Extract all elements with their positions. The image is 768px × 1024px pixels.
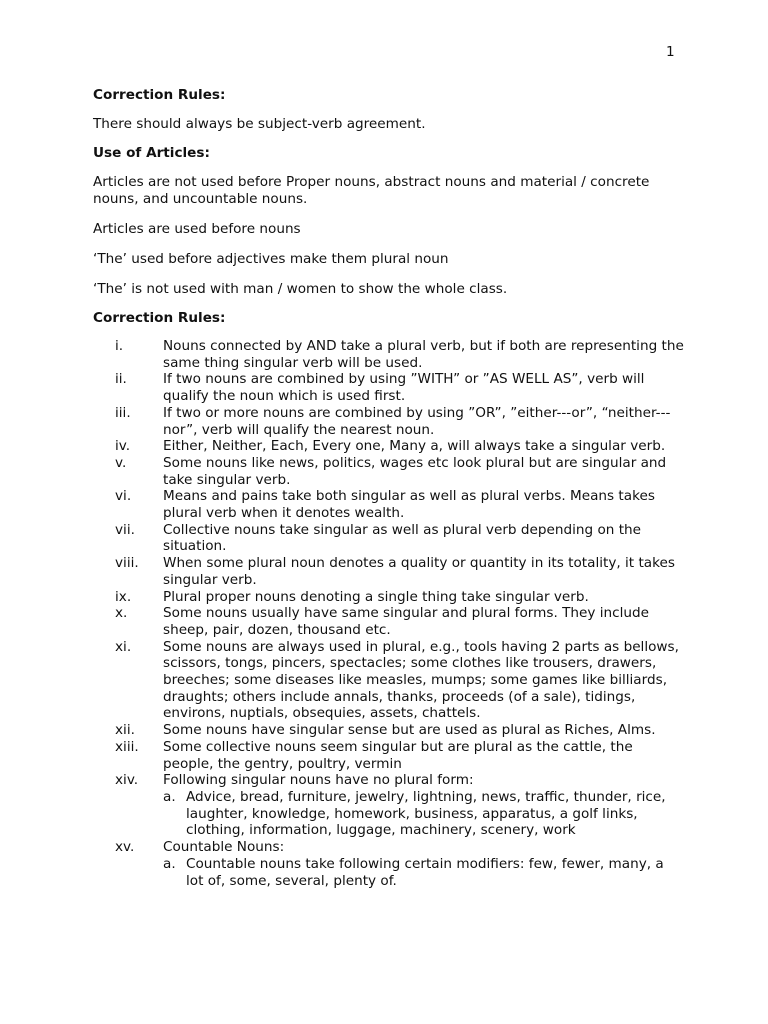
rule-item [93, 371, 685, 404]
rule-number: ix. [115, 588, 132, 605]
rule-text: Some collective nouns seem singular but are plural as the cattle, the people, the gentry, poultry, vermin [163, 738, 633, 772]
sub-item-letter: a. [163, 788, 176, 805]
rule-item [93, 772, 685, 839]
rule-text: If two or more nouns are combined by using ”OR”, ”either---or”, “neither---nor”, verb will qualify the nearest noun. [163, 404, 671, 438]
rule-item [93, 488, 685, 521]
rule-text: Nouns connected by AND take a plural verb, but if both are representing the same thing singular verb will be used. [163, 338, 684, 371]
rule-item [93, 438, 685, 455]
correction-rules-list [93, 338, 685, 889]
rule-number: viii. [115, 555, 139, 572]
rule-text: Some nouns have singular sense but are used as plural as Riches, Alms. [163, 722, 656, 739]
rule-item [93, 405, 685, 438]
sub-item-text: Advice, bread, furniture, jewelry, lightning, news, traffic, thunder, rice, laughter, knowledge, homework, business, apparatus, a golf links, clothing, information, luggage, machinery, scenery, work [186, 788, 666, 839]
document-body [93, 87, 685, 889]
sub-item [163, 789, 685, 839]
paragraph-subject-verb-agreement: There should always be subject-verb agreement. [93, 116, 426, 132]
paragraph-the-adjectives: ‘The’ used before adjectives make them plural noun [93, 251, 449, 267]
sub-item-letter: a. [163, 855, 176, 872]
rule-number: xiv. [115, 772, 139, 789]
paragraph-articles-not-used: Articles are not used before Proper nouns, abstract nouns and material / concrete nouns, and uncountable nouns. [93, 174, 650, 207]
rule-text: Some nouns usually have same singular and plural forms. They include sheep, pair, dozen, thousand etc. [163, 605, 650, 638]
rule-number: iv. [115, 438, 131, 455]
rule-item [93, 555, 685, 588]
rule-text: Following singular nouns have no plural form: [163, 772, 474, 789]
rule-number: i. [115, 338, 124, 354]
rule-item [93, 739, 685, 772]
rule-text: Some nouns like news, politics, wages etc look plural but are singular and take singular verb. [163, 454, 667, 488]
rule-number: x. [115, 605, 128, 622]
rule-number: xiii. [115, 738, 139, 755]
rule-text: Collective nouns take singular as well as plural verb depending on the situation. [163, 521, 642, 555]
rule-item [93, 839, 685, 889]
heading-use-of-articles: Use of Articles: [93, 145, 210, 161]
rule-item [93, 589, 685, 606]
rule-number: xii. [115, 722, 135, 739]
rule-text: Plural proper nouns denoting a single thing take singular verb. [163, 588, 589, 605]
rule-number: vii. [115, 521, 135, 538]
rule-text: Countable Nouns: [163, 839, 285, 856]
sub-item [163, 856, 685, 889]
rule-item [93, 338, 685, 371]
rule-number: xi. [115, 638, 132, 655]
heading-correction-rules: Correction Rules: [93, 87, 226, 103]
rule-number: iii. [115, 404, 131, 421]
rule-text: Either, Neither, Each, Every one, Many a, will always take a singular verb. [163, 438, 666, 455]
rule-number: ii. [115, 371, 127, 388]
rule-item [93, 722, 685, 739]
paragraph-the-not-used: ‘The’ is not used with man / women to show the whole class. [93, 281, 508, 297]
rule-number: vi. [115, 488, 132, 505]
rule-text: Some nouns are always used in plural, e.g., tools having 2 parts as bellows, scissors, tongs, pincers, spectacles; some clothes like trousers, drawers, breeches; some diseases like measles, mumps; some games like billiards, draughts; others include annals, thanks, proceeds (of a sale), tidings, environs, nuptials, obsequies, assets, chattels. [163, 638, 679, 722]
paragraph-articles-used: Articles are used before nouns [93, 221, 301, 237]
rule-item [93, 639, 685, 723]
rule-text: When some plural noun denotes a quality or quantity in its totality, it takes singular verb. [163, 555, 675, 588]
sub-item-text: Countable nouns take following certain modifiers: few, fewer, many, a lot of, some, several, plenty of. [186, 855, 664, 889]
rule-item [93, 522, 685, 555]
rule-text: Means and pains take both singular as well as plural verbs. Means takes plural verb when it denotes wealth. [163, 488, 655, 522]
rule-number: xv. [115, 839, 135, 856]
rule-item [93, 455, 685, 488]
rule-number: v. [115, 454, 127, 471]
heading-correction-rules-list: Correction Rules: [93, 310, 226, 326]
rule-text: If two nouns are combined by using ”WITH” or ”AS WELL AS”, verb will qualify the noun which is used first. [163, 371, 645, 405]
page-number: 1 [666, 44, 675, 60]
rule-item [93, 605, 685, 638]
